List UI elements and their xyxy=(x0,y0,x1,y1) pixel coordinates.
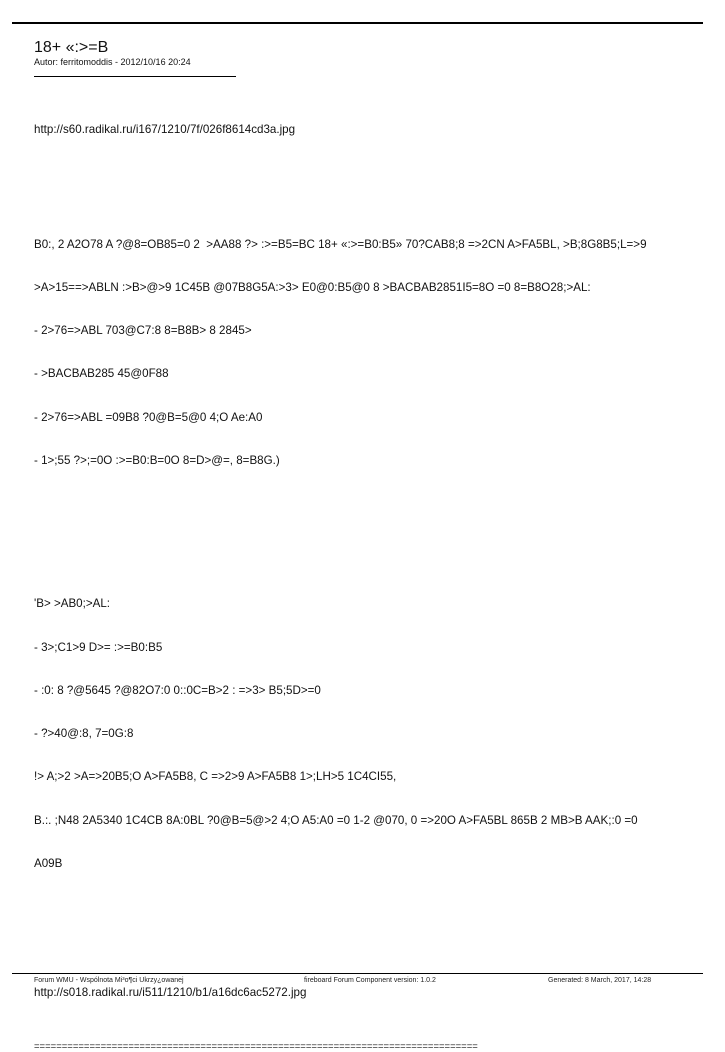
paragraph-1-line: - 2>76=>ABL 703@C7:8 8=B8B> 8 2845> xyxy=(34,324,252,338)
paragraph-2-line: - ?>40@:8, 7=0G:8 xyxy=(34,727,134,741)
paragraph-2-line: B.:. ;N48 2A5340 1C4CB 8A:0BL ?0@B=5@>2 4;O A5:A0 =0 1-2 @070, 0 =>20O A>FA5BL 865B 2 MB>B AAK;:0 =0 xyxy=(34,813,638,827)
post-container xyxy=(34,38,694,1052)
top-rule xyxy=(12,22,703,24)
footer-generated-date: Generated: 8 March, 2017, 14:28 xyxy=(548,977,652,984)
paragraph-1-line: >A>15==>ABLN :>B>@>9 1C45B @07B8G5A:>3> E0@0:B5@0 8 >BACBAB2851I5=8O =0 8=B8O28;>AL: xyxy=(34,280,591,294)
separator-line: ================================================================================ xyxy=(34,1040,478,1052)
paragraph-1 xyxy=(34,209,694,497)
paragraph-1-line: - 1>;55 ?>;=0O :>=B0:B=0O 8=D>@=, 8=B8G.) xyxy=(34,453,280,467)
paragraph-2-line: 'B> >AB0;>AL: xyxy=(34,597,111,611)
post-meta: Autor: ferritomoddis - 2012/10/16 20:24 xyxy=(34,57,191,67)
post-body xyxy=(34,94,694,1029)
footer-component-version: fireboard Forum Component version: 1.0.2 xyxy=(304,977,436,984)
image-link-2[interactable]: http://s018.radikal.ru/i511/1210/b1/a16dc6ac5272.jpg xyxy=(34,985,307,999)
paragraph-1-line: - >BACBAB285 45@0F88 xyxy=(34,367,169,381)
paragraph-2-line: !> A;>2 >A=>20B5;O A>FA5B8, C =>2>9 A>FA5B8 1>;LH>5 1C4CI55, xyxy=(34,770,397,784)
title-divider xyxy=(34,76,236,77)
paragraph-2-line: - 3>;C1>9 D>= :>=B0:B5 xyxy=(34,640,163,654)
post-title: 18+ «:>=B xyxy=(34,39,109,56)
paragraph-1-line: B0:, 2 A2O78 A ?@8=OB85=0 2 >AA88 ?> :>=B5=BC 18+ «:>=B0:B5» 70?CAB8;8 =>2CN A>FA5BL, >B;8G8B5;L=>9 xyxy=(34,237,647,251)
image-link-1[interactable]: http://s60.radikal.ru/i167/1210/7f/026f8614cd3a.jpg xyxy=(34,122,296,136)
footer-forum-name: Forum WMU - Wspólnota Mi³o¶ci Ukrzy¿owanej xyxy=(34,977,184,984)
paragraph-2-line: - :0: 8 ?@5645 ?@82O7:0 0::0C=B>2 : =>3> B5;5D>=0 xyxy=(34,683,321,697)
paragraph-1-line: - 2>76=>ABL =09B8 ?0@B=5@0 4;O Ae:A0 xyxy=(34,410,263,424)
paragraph-2 xyxy=(34,569,694,900)
paragraph-2-line: A09B xyxy=(34,856,63,870)
footer-rule xyxy=(12,973,703,974)
